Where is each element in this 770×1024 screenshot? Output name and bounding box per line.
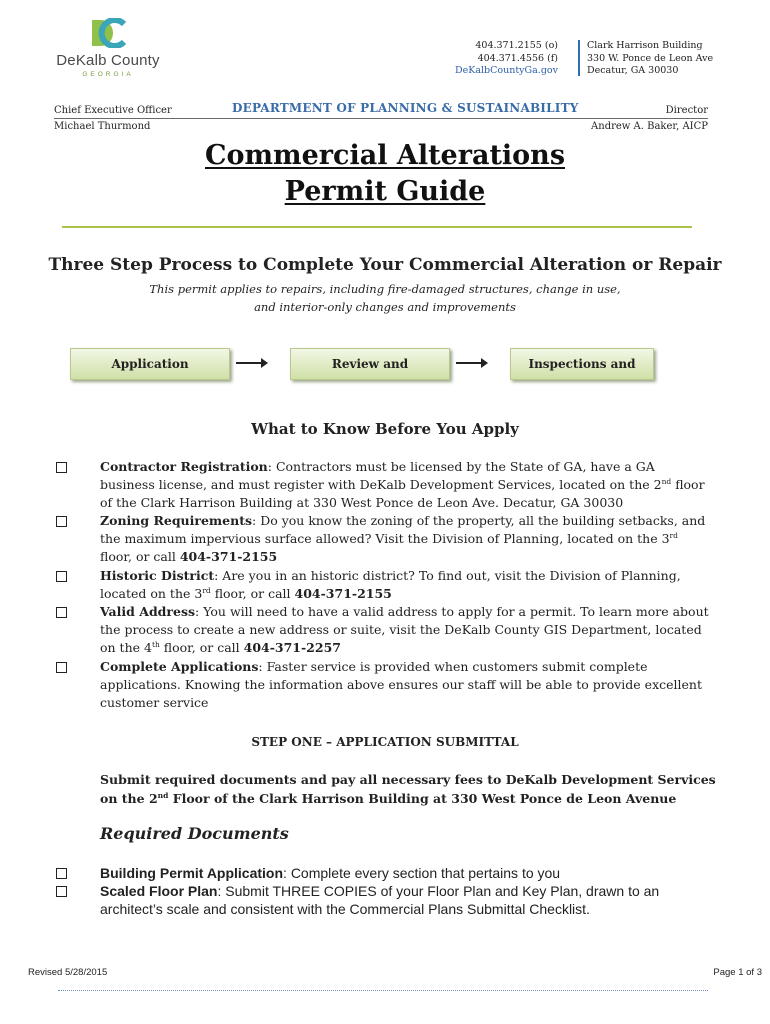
- item-tail: floor, or call: [210, 586, 295, 601]
- process-subtitle-line-1: This permit applies to repairs, including fire-damaged structures, change in use,: [149, 282, 621, 296]
- submit-text: Submit required documents and pay all necessary fees to DeKalb Development Services on the 2: [100, 772, 716, 806]
- item-text: : Faster service is provided when customers submit complete applications. Knowing the information above ensures our staff will be able to provide excellent customer service: [100, 659, 702, 710]
- revised-date: Revised 5/28/2015: [28, 967, 108, 978]
- item-label: Historic District: [100, 568, 215, 583]
- know-item-zoning: [100, 512, 710, 566]
- step-one-heading: STEP ONE – APPLICATION SUBMITTAL: [251, 735, 519, 749]
- submit-tail: Floor of the Clark Harrison Building at 330 West Ponce de Leon Avenue: [168, 791, 677, 806]
- submit-instructions: [100, 770, 720, 808]
- doc-label: Scaled Floor Plan: [100, 883, 218, 899]
- logo-state-name: GEORGIA: [82, 71, 134, 78]
- item-sup: nd: [661, 476, 672, 486]
- item-phone: 404-371-2155: [179, 549, 278, 564]
- address-block: [587, 40, 713, 78]
- required-documents-heading: Required Documents: [100, 824, 289, 843]
- item-label: Contractor Registration: [100, 459, 268, 474]
- page-title: [0, 138, 770, 210]
- process-subtitle-line-2: and interior-only changes and improvements: [254, 300, 516, 314]
- item-text: : Are you in an historic district? To find out, visit the Division of Planning, located on the 3: [100, 568, 681, 601]
- checkbox-icon: [56, 462, 67, 473]
- checkbox-icon: [56, 516, 67, 527]
- logo-county-name: DeKalb County: [56, 52, 160, 69]
- arrow-right-icon: [236, 362, 266, 364]
- know-item-address: [100, 603, 710, 657]
- know-heading: What to Know Before You Apply: [251, 420, 519, 438]
- doc-floor-plan: [100, 882, 720, 918]
- checkbox-icon: [56, 607, 67, 618]
- step-inspections: Inspections and: [510, 348, 654, 380]
- phone-number: 404.371.2155 (o): [475, 40, 558, 51]
- county-logo: [52, 18, 164, 80]
- item-phone: 404-371-2155: [294, 586, 392, 601]
- process-heading: Three Step Process to Complete Your Commercial Alteration or Repair: [48, 255, 722, 275]
- title-line-1: Commercial Alterations: [204, 140, 566, 171]
- director-title: Director: [665, 105, 708, 116]
- arrow-right-icon: [456, 362, 486, 364]
- step-application: Application: [70, 348, 230, 380]
- doc-building-permit: [100, 864, 720, 882]
- item-label: Complete Applications: [100, 659, 259, 674]
- fax-number: 404.371.4556 (f): [477, 52, 558, 64]
- item-phone: 404-371-2257: [243, 640, 341, 655]
- know-item-historic: [100, 567, 710, 603]
- address-street: 330 W. Ponce de Leon Ave: [587, 52, 714, 64]
- submit-sup: nd: [157, 790, 169, 800]
- item-sup: rd: [669, 530, 678, 540]
- item-tail: floor of the Clark Harrison Building at 330 West Ponce de Leon Ave. Decatur, GA 30030: [100, 477, 705, 510]
- item-text: : Do you know the zoning of the property, all the building setbacks, and the maximum impervious surface allowed? Visit the Division of Planning, located on the 3: [100, 513, 706, 546]
- director-name: Andrew A. Baker, AICP: [591, 121, 708, 132]
- department-name: DEPARTMENT OF PLANNING & SUSTAINABILITY: [232, 101, 579, 115]
- checkbox-icon: [56, 886, 67, 897]
- address-building: Clark Harrison Building: [587, 40, 703, 51]
- footer-divider: [58, 990, 708, 991]
- item-text: : Contractors must be licensed by the State of GA, have a GA business license, and must register with DeKalb Development Services, located on the 2: [100, 459, 662, 492]
- process-subtitle: [0, 280, 770, 316]
- item-tail: floor, or call: [100, 549, 180, 564]
- item-label: Valid Address: [100, 604, 196, 619]
- item-label: Zoning Requirements: [100, 513, 253, 528]
- header-divider: [54, 118, 708, 119]
- item-tail: floor, or call: [159, 640, 244, 655]
- website-link[interactable]: DeKalbCountyGa.gov: [455, 65, 558, 76]
- item-sup: rd: [202, 585, 211, 595]
- page-number: Page 1 of 3: [713, 967, 762, 978]
- title-line-2: Permit Guide: [284, 176, 486, 207]
- contact-info: [455, 40, 558, 78]
- item-sup: th: [151, 639, 160, 649]
- doc-text: : Complete every section that pertains to you: [283, 865, 561, 881]
- ceo-name: Michael Thurmond: [54, 121, 151, 132]
- contact-divider: [578, 40, 580, 76]
- item-text: : You will need to have a valid address to apply for a permit. To learn more about the process to create a new address or suite, visit the DeKalb County GIS Department, located on the 4: [100, 604, 709, 655]
- checkbox-icon: [56, 571, 67, 582]
- step-review: Review and: [290, 348, 450, 380]
- dc-logo-icon: [90, 18, 126, 48]
- checkbox-icon: [56, 868, 67, 879]
- ceo-title: Chief Executive Officer: [54, 105, 172, 116]
- address-city: Decatur, GA 30030: [587, 65, 679, 76]
- doc-label: Building Permit Application: [100, 865, 284, 881]
- know-item-complete: [100, 658, 710, 712]
- know-item-contractor: [100, 458, 710, 512]
- checkbox-icon: [56, 662, 67, 673]
- title-divider: [62, 226, 692, 228]
- doc-text: : Submit THREE COPIES of your Floor Plan and Key Plan, drawn to an architect’s scale and consistent with the Commercial Plans Submittal Checklist.: [100, 883, 660, 917]
